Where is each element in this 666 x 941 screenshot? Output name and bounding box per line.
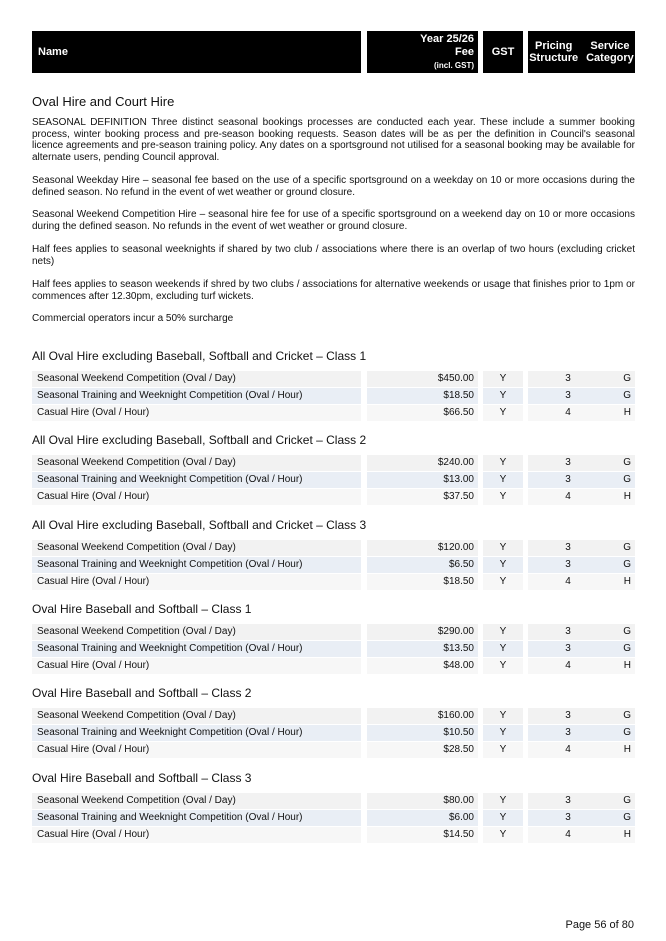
- row-service-category: H: [608, 489, 635, 505]
- row-fee: $14.50: [367, 827, 478, 843]
- row-gst: Y: [483, 557, 523, 573]
- row-service-category: G: [608, 725, 635, 741]
- row-service-category: H: [608, 658, 635, 674]
- row-name: Casual Hire (Oval / Hour): [32, 489, 361, 505]
- group-heading: Oval Hire Baseball and Softball – Class 2: [32, 686, 252, 700]
- row-gst: Y: [483, 725, 523, 741]
- table-row: [32, 489, 635, 505]
- row-gst: Y: [483, 405, 523, 421]
- row-name: Seasonal Weekend Competition (Oval / Day): [32, 793, 361, 809]
- row-service-category: H: [608, 574, 635, 590]
- row-service-category: G: [608, 641, 635, 657]
- row-pricing-structure: 3: [528, 793, 608, 809]
- row-pricing-structure: 4: [528, 827, 608, 843]
- row-pricing-structure: 3: [528, 472, 608, 488]
- group-heading: All Oval Hire excluding Baseball, Softball and Cricket – Class 1: [32, 349, 367, 363]
- table-row: [32, 725, 635, 741]
- row-pricing-structure: 3: [528, 810, 608, 826]
- row-fee: $6.50: [367, 557, 478, 573]
- table-row: [32, 540, 635, 556]
- column-header-name: Name: [32, 31, 361, 73]
- row-name: Seasonal Training and Weeknight Competition (Oval / Hour): [32, 472, 361, 488]
- table-row: [32, 827, 635, 843]
- row-gst: Y: [483, 708, 523, 724]
- row-pricing-structure: 4: [528, 658, 608, 674]
- row-fee: $13.50: [367, 641, 478, 657]
- row-fee: $120.00: [367, 540, 478, 556]
- row-name: Seasonal Training and Weeknight Competition (Oval / Hour): [32, 810, 361, 826]
- row-name: Seasonal Weekend Competition (Oval / Day): [32, 624, 361, 640]
- row-service-category: G: [608, 455, 635, 471]
- table-row: [32, 624, 635, 640]
- row-pricing-structure: 4: [528, 742, 608, 758]
- table-row: [32, 405, 635, 421]
- table-row: [32, 708, 635, 724]
- row-gst: Y: [483, 472, 523, 488]
- row-name: Seasonal Weekend Competition (Oval / Day): [32, 371, 361, 387]
- column-header-fee: [367, 31, 478, 73]
- section-title: Oval Hire and Court Hire: [32, 94, 175, 109]
- group-heading: All Oval Hire excluding Baseball, Softball and Cricket – Class 2: [32, 433, 367, 447]
- row-name: Seasonal Weekend Competition (Oval / Day): [32, 455, 361, 471]
- row-name: Casual Hire (Oval / Hour): [32, 405, 361, 421]
- row-pricing-structure: 3: [528, 725, 608, 741]
- table-row: [32, 371, 635, 387]
- pricing-header-line2: Structure: [529, 52, 579, 64]
- row-pricing-structure: 3: [528, 641, 608, 657]
- row-pricing-structure: 3: [528, 455, 608, 471]
- row-name: Seasonal Weekend Competition (Oval / Day): [32, 708, 361, 724]
- row-service-category: G: [608, 540, 635, 556]
- row-fee: $80.00: [367, 793, 478, 809]
- table-row: [32, 455, 635, 471]
- row-name: Casual Hire (Oval / Hour): [32, 658, 361, 674]
- fee-header-line2: Fee: [455, 46, 474, 58]
- service-header-line1: Service: [590, 40, 630, 52]
- row-service-category: H: [608, 405, 635, 421]
- row-service-category: G: [608, 371, 635, 387]
- row-fee: $37.50: [367, 489, 478, 505]
- row-gst: Y: [483, 641, 523, 657]
- paragraph-half-fees-weekends: Half fees applies to season weekends if shred by two clubs / associations for alternative weekends or usage that finishes prior to 1pm or commences after 12.30pm, excluding turf wickets.: [32, 279, 635, 302]
- paragraph-commercial-surcharge: Commercial operators incur a 50% surcharge: [32, 313, 234, 324]
- row-fee: $28.50: [367, 742, 478, 758]
- group-heading: Oval Hire Baseball and Softball – Class 3: [32, 771, 252, 785]
- row-pricing-structure: 3: [528, 388, 608, 404]
- row-gst: Y: [483, 742, 523, 758]
- table-row: [32, 658, 635, 674]
- row-fee: $10.50: [367, 725, 478, 741]
- row-service-category: G: [608, 810, 635, 826]
- row-name: Seasonal Weekend Competition (Oval / Day): [32, 540, 361, 556]
- column-header-pricing-service: [528, 31, 635, 73]
- row-fee: $450.00: [367, 371, 478, 387]
- row-fee: $290.00: [367, 624, 478, 640]
- table-header: [32, 31, 635, 73]
- row-name: Seasonal Training and Weeknight Competition (Oval / Hour): [32, 641, 361, 657]
- row-pricing-structure: 3: [528, 540, 608, 556]
- row-gst: Y: [483, 388, 523, 404]
- fee-header-line1: Year 25/26: [420, 33, 474, 45]
- row-pricing-structure: 4: [528, 405, 608, 421]
- row-gst: Y: [483, 624, 523, 640]
- row-service-category: G: [608, 624, 635, 640]
- row-fee: $13.00: [367, 472, 478, 488]
- pricing-header-line1: Pricing: [535, 40, 573, 52]
- pricing-header: [529, 40, 578, 64]
- row-fee: $48.00: [367, 658, 478, 674]
- row-name: Seasonal Training and Weeknight Competition (Oval / Hour): [32, 388, 361, 404]
- row-fee: $6.00: [367, 810, 478, 826]
- row-name: Casual Hire (Oval / Hour): [32, 827, 361, 843]
- row-service-category: G: [608, 472, 635, 488]
- row-pricing-structure: 3: [528, 371, 608, 387]
- table-row: [32, 574, 635, 590]
- service-header: [586, 40, 634, 64]
- row-name: Casual Hire (Oval / Hour): [32, 574, 361, 590]
- row-fee: $160.00: [367, 708, 478, 724]
- row-pricing-structure: 3: [528, 708, 608, 724]
- page-number: Page 56 of 80: [565, 919, 634, 931]
- row-gst: Y: [483, 455, 523, 471]
- row-gst: Y: [483, 489, 523, 505]
- row-service-category: G: [608, 557, 635, 573]
- paragraph-seasonal-definition: SEASONAL DEFINITION Three distinct seasonal bookings processes are conducted each year. These include a summer booking process, winter booking process and pre-season booking requests. Season dates will be as per the definition in Council's seasonal licence agreements and pre-season training policy. Any dates on a sportsground not utilised for a seasonal booking may be available for alternate users, pending Council approval.: [32, 117, 635, 163]
- row-service-category: H: [608, 827, 635, 843]
- group-heading: All Oval Hire excluding Baseball, Softball and Cricket – Class 3: [32, 518, 367, 532]
- row-fee: $240.00: [367, 455, 478, 471]
- row-pricing-structure: 4: [528, 574, 608, 590]
- row-pricing-structure: 3: [528, 624, 608, 640]
- paragraph-half-fees-weeknights: Half fees applies to seasonal weeknights if shared by two club / associations where there is an overlap of two hours (excluding cricket nets): [32, 244, 635, 267]
- column-header-gst: GST: [483, 31, 523, 73]
- row-gst: Y: [483, 827, 523, 843]
- row-fee: $18.50: [367, 574, 478, 590]
- table-row: [32, 793, 635, 809]
- row-name: Seasonal Training and Weeknight Competition (Oval / Hour): [32, 725, 361, 741]
- row-service-category: H: [608, 742, 635, 758]
- service-header-line2: Category: [586, 52, 634, 64]
- row-fee: $18.50: [367, 388, 478, 404]
- table-row: [32, 641, 635, 657]
- paragraph-weekday-hire: Seasonal Weekday Hire – seasonal fee based on the use of a specific sportsground on a weekday on 10 or more occasions during the defined season. No refund in the event of wet weather or ground closure.: [32, 175, 635, 198]
- row-gst: Y: [483, 810, 523, 826]
- row-fee: $66.50: [367, 405, 478, 421]
- row-service-category: G: [608, 793, 635, 809]
- row-pricing-structure: 3: [528, 557, 608, 573]
- table-row: [32, 557, 635, 573]
- row-pricing-structure: 4: [528, 489, 608, 505]
- fee-header-line3: (incl. GST): [434, 61, 474, 70]
- row-gst: Y: [483, 658, 523, 674]
- row-service-category: G: [608, 708, 635, 724]
- group-heading: Oval Hire Baseball and Softball – Class 1: [32, 602, 252, 616]
- paragraph-weekend-hire: Seasonal Weekend Competition Hire – seasonal hire fee for use of a specific sportsground on a weekend day on 10 or more occasions during the defined season. No refunds in the event of wet weather or ground closure.: [32, 209, 635, 232]
- row-gst: Y: [483, 540, 523, 556]
- row-name: Seasonal Training and Weeknight Competition (Oval / Hour): [32, 557, 361, 573]
- row-name: Casual Hire (Oval / Hour): [32, 742, 361, 758]
- row-gst: Y: [483, 371, 523, 387]
- row-gst: Y: [483, 574, 523, 590]
- table-row: [32, 388, 635, 404]
- row-service-category: G: [608, 388, 635, 404]
- table-row: [32, 810, 635, 826]
- row-gst: Y: [483, 793, 523, 809]
- table-row: [32, 472, 635, 488]
- table-row: [32, 742, 635, 758]
